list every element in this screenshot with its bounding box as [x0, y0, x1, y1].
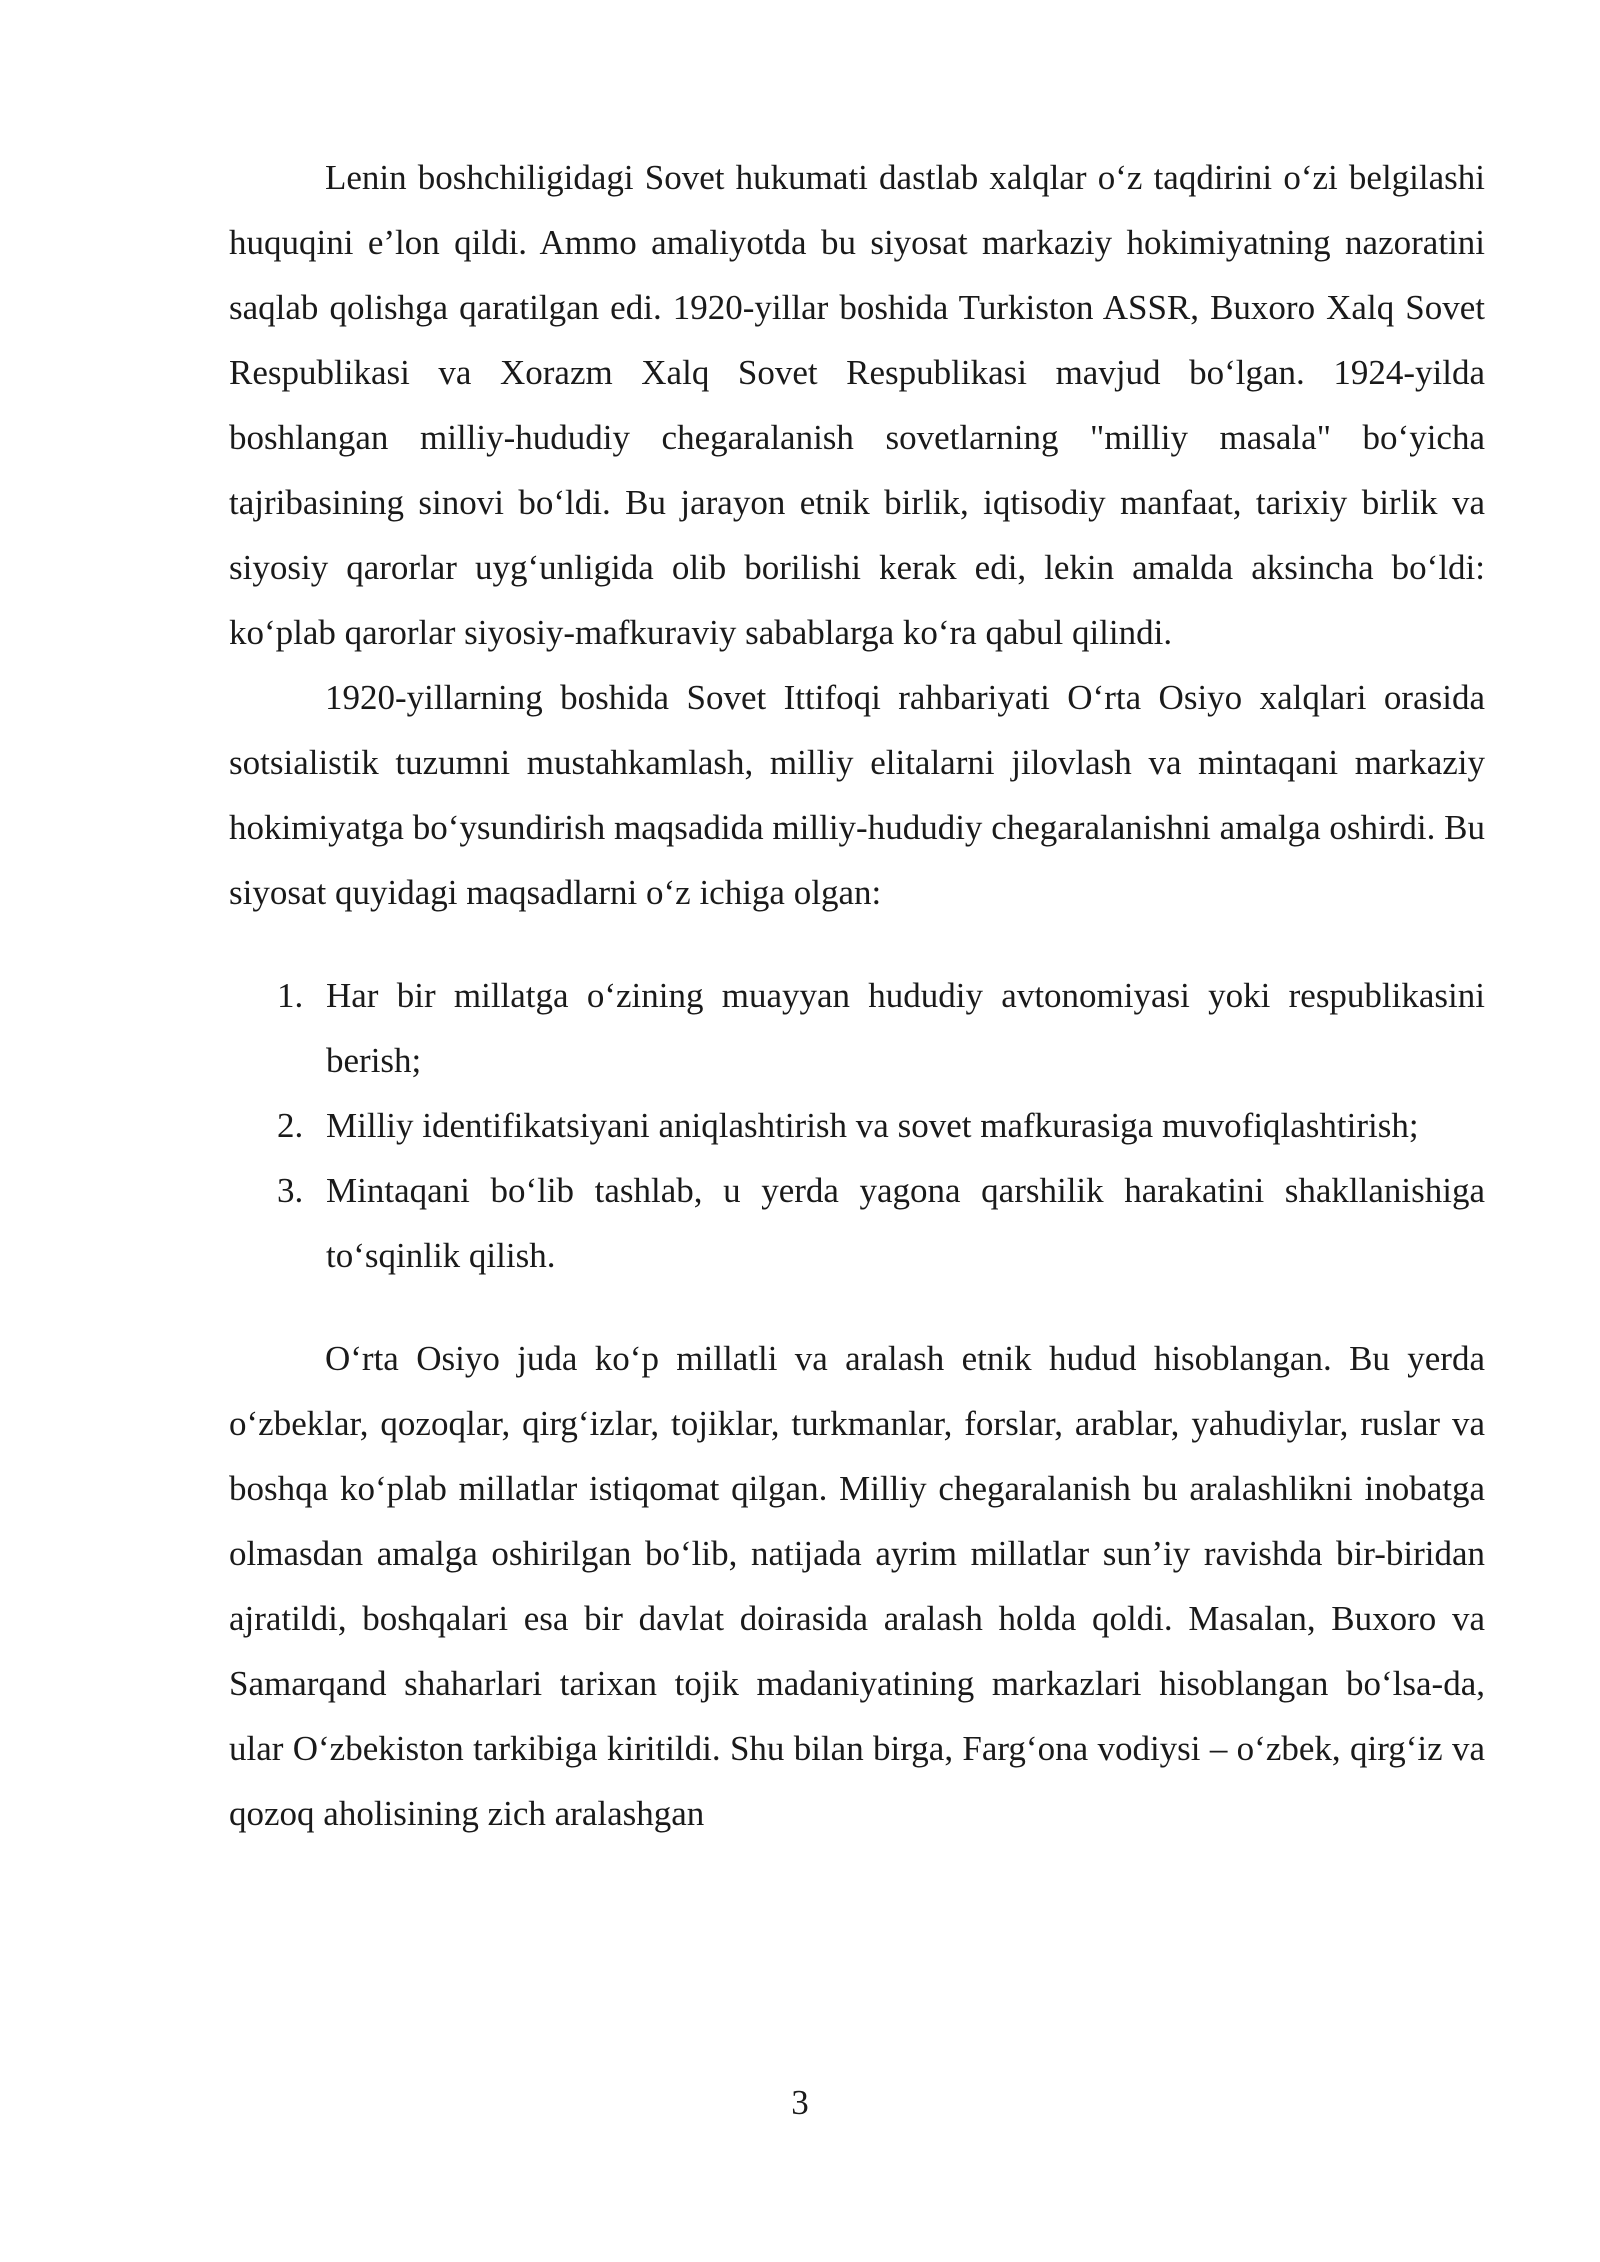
- list-item-text: Mintaqani bo‘lib tashlab, u yerda yagona qarshilik harakatini shakllanishiga to‘sqinlik qilish.: [326, 1171, 1485, 1275]
- goals-list: [229, 963, 1485, 1288]
- paragraph-soviet-policy: Lenin boshchiligidagi Sovet hukumati dastlab xalqlar o‘z taqdirini o‘zi belgilashi huquqini e’lon qildi. Ammo amaliyotda bu siyosat markaziy hokimiyatning nazoratini saqlab qolishga qaratilgan edi. 1920-yillar boshida Turkiston ASSR, Buxoro Xalq Sovet Respublikasi va Xorazm Xalq Sovet Respublikasi mavjud bo‘lgan. 1924-yilda boshlangan milliy-hududiy chegaralanish sovetlarning "milliy masala" bo‘yicha tajribasining sinovi bo‘ldi. Bu jarayon etnik birlik, iqtisodiy manfaat, tarixiy birlik va siyosiy qarorlar uyg‘unligida olib borilishi kerak edi, lekin amalda aksincha bo‘ldi: ko‘plab qarorlar siyosiy-mafkuraviy sabablarga ko‘ra qabul qilindi.: [229, 158, 1485, 652]
- list-item-text: Milliy identifikatsiyani aniqlashtirish va sovet mafkurasiga muvofiqlashtirish;: [326, 1106, 1419, 1145]
- list-item-number: 2.: [277, 1106, 304, 1145]
- list-item: [229, 963, 1485, 1093]
- list-item-text: Har bir millatga o‘zining muayyan hududiy avtonomiyasi yoki respublikasini berish;: [326, 976, 1485, 1080]
- paragraph-delimitation-goals: 1920-yillarning boshida Sovet Ittifoqi rahbariyati O‘rta Osiyo xalqlari orasida sotsialistik tuzumni mustahkamlash, milliy elitalarni jilovlash va mintaqani markaziy hokimiyatga bo‘ysundirish maqsadida milliy-hududiy chegaralanishni amalga oshirdi. Bu siyosat quyidagi maqsadlarni o‘z ichiga olgan:: [229, 678, 1485, 912]
- list-item-number: 1.: [277, 976, 304, 1015]
- paragraph-ethnic-composition: O‘rta Osiyo juda ko‘p millatli va aralash etnik hudud hisoblangan. Bu yerda o‘zbeklar, qozoqlar, qirg‘izlar, tojiklar, turkmanlar, forslar, arablar, yahudiylar, ruslar va boshqa ko‘plab millatlar istiqomat qilgan. Milliy chegaralanish bu aralashlikni inobatga olmasdan amalga oshirilgan bo‘lib, natijada ayrim millatlar sun’iy ravishda bir-biridan ajratildi, boshqalari esa bir davlat doirasida aralash holda qoldi. Masalan, Buxoro va Samarqand shaharlari tarixan tojik madaniyatining markazlari hisoblangan bo‘lsa-da, ular O‘zbekiston tarkibiga kiritildi. Shu bilan birga, Farg‘ona vodiysi – o‘zbek, qirg‘iz va qozoq aholisining zich aralashgan: [229, 1339, 1485, 1833]
- page-body: [229, 145, 1485, 1846]
- list-item-number: 3.: [277, 1171, 304, 1210]
- list-item: [229, 1093, 1485, 1158]
- list-item: [229, 1158, 1485, 1288]
- page-number: 3: [791, 2083, 809, 2122]
